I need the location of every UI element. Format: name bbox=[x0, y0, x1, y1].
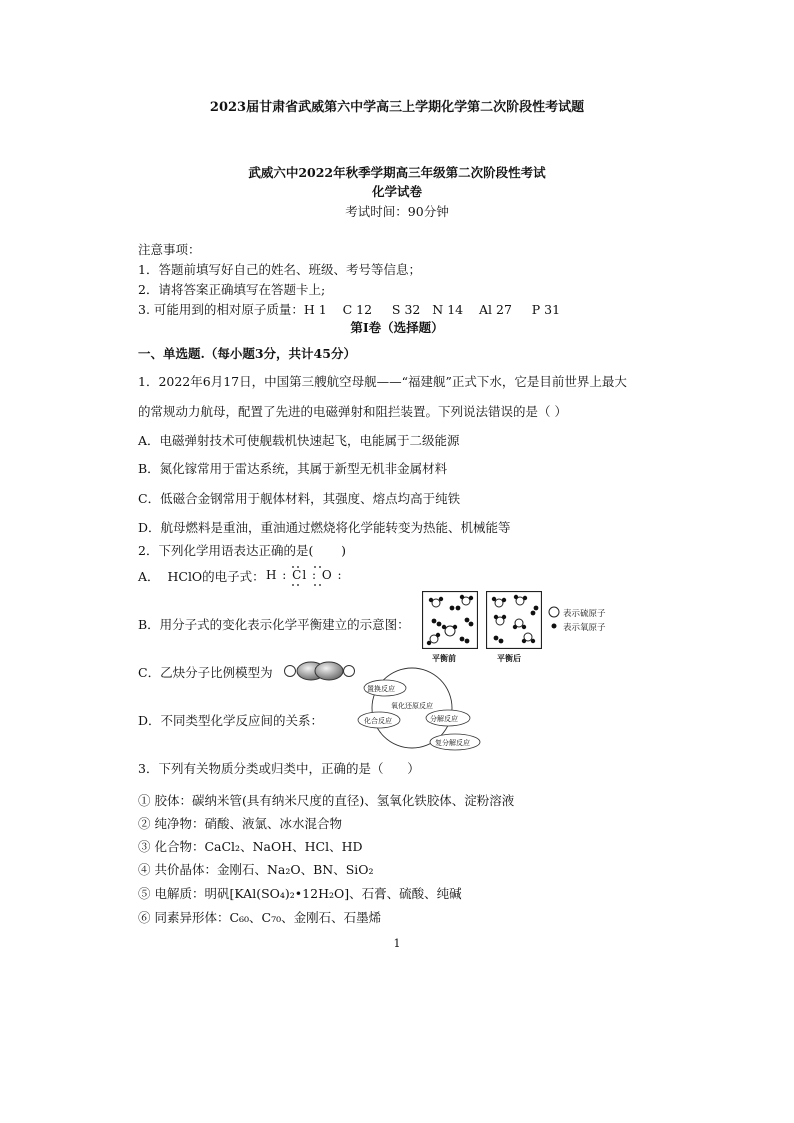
page-number: 1 bbox=[393, 937, 401, 950]
legend-oxygen: 表示氧原子 bbox=[563, 623, 606, 633]
acetylene-model-icon bbox=[283, 660, 357, 682]
question-3-item: ④ 共价晶体：金刚石、Na₂O、BN、SiO₂ bbox=[138, 862, 374, 877]
note-item: 1．答题前填写好自己的姓名、班级、考号等信息； bbox=[138, 262, 421, 277]
diagram-label: 化合反应 bbox=[364, 717, 392, 725]
question-3-item: ② 纯净物：硝酸、液氯、冰水混合物 bbox=[138, 816, 342, 831]
oxygen-atom-icon bbox=[550, 622, 558, 630]
question-3-stem: 3．下列有关物质分类或归类中，正确的是（ ） bbox=[138, 761, 420, 776]
exam-header: 武威六中2022年秋季学期高三年级第二次阶段性考试 bbox=[248, 165, 546, 180]
question-2-stem: 2．下列化学用语表达正确的是( ) bbox=[138, 543, 347, 558]
question-1-stem: 的常规动力航母，配置了先进的电磁弹射和阻拦装置。下列说法错误的是（ ） bbox=[138, 404, 567, 419]
exam-subject: 化学试卷 bbox=[371, 184, 422, 199]
question-3-item: ⑤ 电解质：明矾[KAl(SO₄)₂•12H₂O]、石膏、硫酸、纯碱 bbox=[138, 886, 462, 901]
diagram-label: 氧化还原反应 bbox=[391, 702, 433, 710]
diagram-label: 置换反应 bbox=[367, 685, 395, 693]
electron-dots bbox=[282, 565, 352, 587]
equilibrium-after-box bbox=[486, 591, 542, 649]
sulfur-atom-icon bbox=[548, 606, 560, 618]
question-1-option-c: C．低磁合金钢常用于舰体材料，其强度、熔点均高于纯铁 bbox=[138, 491, 461, 506]
equilibrium-before-box bbox=[422, 591, 478, 649]
question-2-option-d: D．不同类型化学反应间的关系： bbox=[138, 713, 324, 728]
question-3-item: ① 胶体：碳纳米管(具有纳米尺度的直径)、氢氧化铁胶体、淀粉溶液 bbox=[138, 793, 515, 808]
diagram-label: 复分解反应 bbox=[435, 739, 470, 747]
question-1-stem: 1．2022年6月17日，中国第三艘航空母舰——“福建舰”正式下水，它是目前世界上最大 bbox=[138, 374, 627, 389]
electron-formula: H : Cl : O : bbox=[266, 568, 343, 582]
legend-sulfur: 表示硫原子 bbox=[563, 609, 606, 619]
question-3-item: ③ 化合物：CaCl₂、NaOH、HCl、HD bbox=[138, 839, 363, 854]
after-label: 平衡后 bbox=[497, 653, 521, 663]
notes-heading: 注意事项： bbox=[138, 242, 201, 257]
section-heading: 一、单选题.（每小题3分，共计45分） bbox=[138, 346, 356, 361]
document-title: 2023届甘肃省武威第六中学高三上学期化学第二次阶段性考试题 bbox=[209, 100, 585, 115]
question-1-option-b: B．氮化镓常用于雷达系统，其属于新型无机非金属材料 bbox=[138, 461, 448, 476]
part-heading: 第I卷（选择题） bbox=[350, 320, 444, 335]
question-2-option-c: C．乙炔分子比例模型为 bbox=[138, 665, 273, 680]
diagram-label: 分解反应 bbox=[430, 715, 458, 723]
question-3-item: ⑥ 同素异形体：C₆₀、C₇₀、金刚石、石墨烯 bbox=[138, 910, 382, 925]
before-label: 平衡前 bbox=[432, 653, 456, 663]
question-1-option-d: D．航母燃料是重油，重油通过燃烧将化学能转变为热能、机械能等 bbox=[138, 520, 511, 535]
exam-time: 考试时间：90分钟 bbox=[345, 204, 449, 219]
note-item: 3. 可能用到的相对原子质量：H 1 C 12 S 32 N 14 Al 27 P 31 bbox=[138, 302, 561, 317]
note-item: 2．请将答案正确填写在答题卡上; bbox=[138, 282, 326, 297]
question-2-option-a: A． HClO的电子式： bbox=[138, 569, 265, 584]
question-2-option-b: B．用分子式的变化表示化学平衡建立的示意图： bbox=[138, 617, 410, 632]
question-1-option-a: A．电磁弹射技术可使舰载机快速起飞，电能属于二级能源 bbox=[138, 433, 460, 448]
